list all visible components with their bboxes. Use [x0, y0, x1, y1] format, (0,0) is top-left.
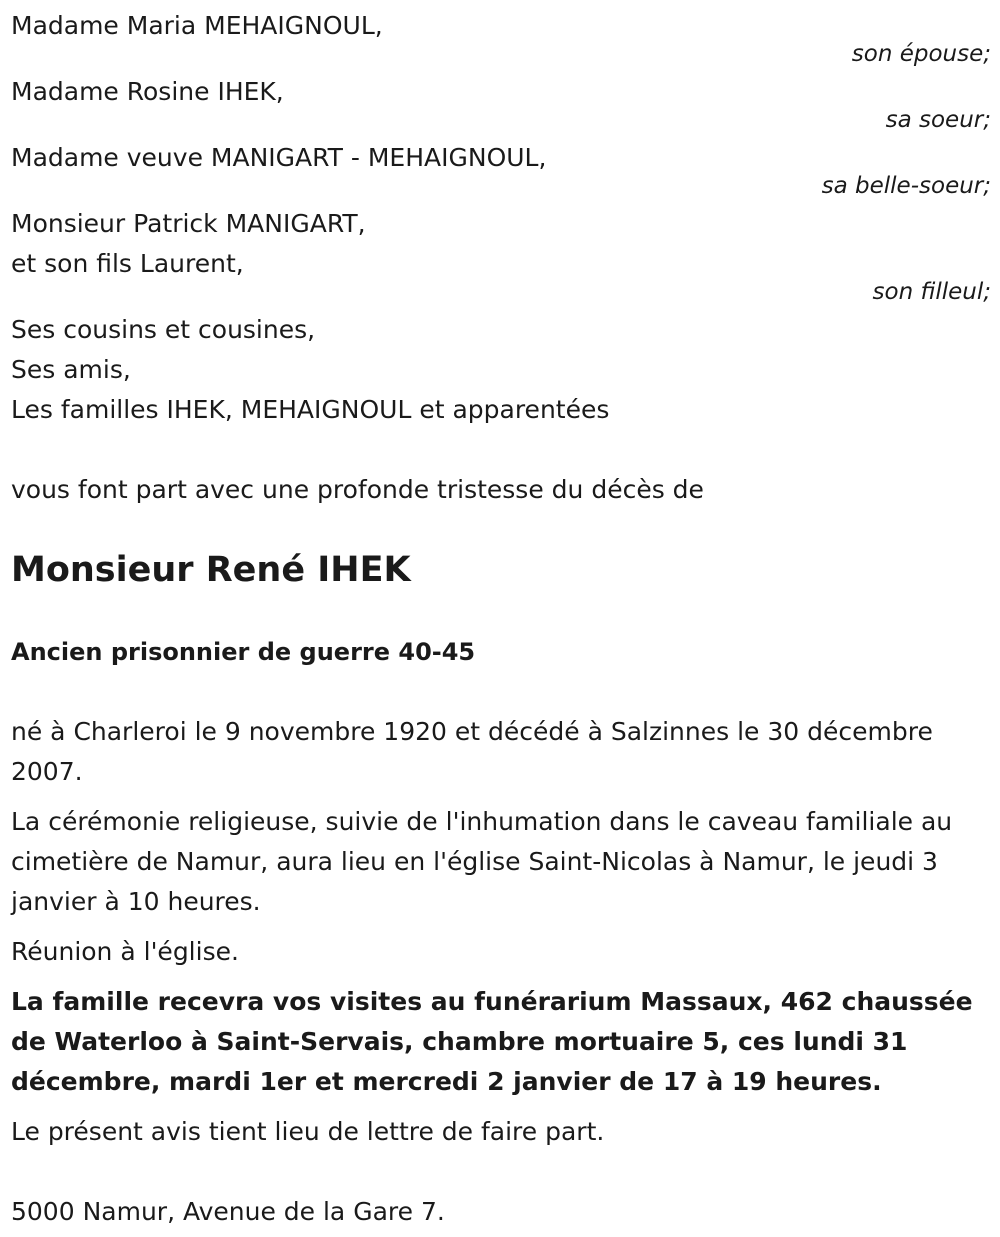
other-mourners-line: Les familles IHEK, MEHAIGNOUL et apparentées: [11, 395, 610, 424]
reunion-text: Réunion à l'église.: [11, 937, 239, 966]
family-member-name-continued: et son fils Laurent,: [11, 249, 244, 278]
ceremony-text: La cérémonie religieuse, suivie de l'inhumation dans le caveau familiale au cimetière de Namur, aura lieu en l'église Saint-Nicolas à Namur, le jeudi 3 janvier à 10 heures.: [11, 807, 953, 916]
family-member-role: sa soeur;: [885, 107, 991, 133]
notice-text: Le présent avis tient lieu de lettre de faire part.: [11, 1117, 605, 1146]
deceased-subtitle: Ancien prisonnier de guerre 40-45: [11, 638, 476, 666]
family-member-role: son épouse;: [851, 41, 991, 67]
family-member-name: Madame veuve MANIGART - MEHAIGNOUL,: [11, 143, 547, 172]
family-member: [11, 0, 991, 66]
family-member: [11, 138, 991, 198]
other-mourners-line: Ses amis,: [11, 355, 131, 384]
family-member-name: Madame Rosine IHEK,: [11, 77, 284, 106]
family-member-role: son filleul;: [872, 279, 991, 305]
family-member-name: Madame Maria MEHAIGNOUL,: [11, 11, 383, 40]
birth-death-text: né à Charleroi le 9 novembre 1920 et décédé à Salzinnes le 30 décembre 2007.: [11, 717, 933, 786]
family-member: [11, 204, 991, 304]
other-mourners: [11, 310, 991, 430]
family-member-role: sa belle-soeur;: [821, 173, 991, 199]
announcement-text: vous font part avec une profonde tristesse du décès de: [11, 475, 704, 504]
family-member-name: Monsieur Patrick MANIGART,: [11, 209, 366, 238]
visits-text: La famille recevra vos visites au funérarium Massaux, 462 chaussée de Waterloo à Saint-Servais, chambre mortuaire 5, ces lundi 31 décembre, mardi 1er et mercredi 2 janvier de 17 à 19 heures.: [11, 987, 973, 1096]
address-text: 5000 Namur, Avenue de la Gare 7.: [11, 1197, 445, 1226]
other-mourners-line: Ses cousins et cousines,: [11, 315, 316, 344]
deceased-name: Monsieur René IHEK: [11, 550, 411, 590]
family-member: [11, 72, 991, 132]
obituary-notice: [11, 0, 991, 1232]
